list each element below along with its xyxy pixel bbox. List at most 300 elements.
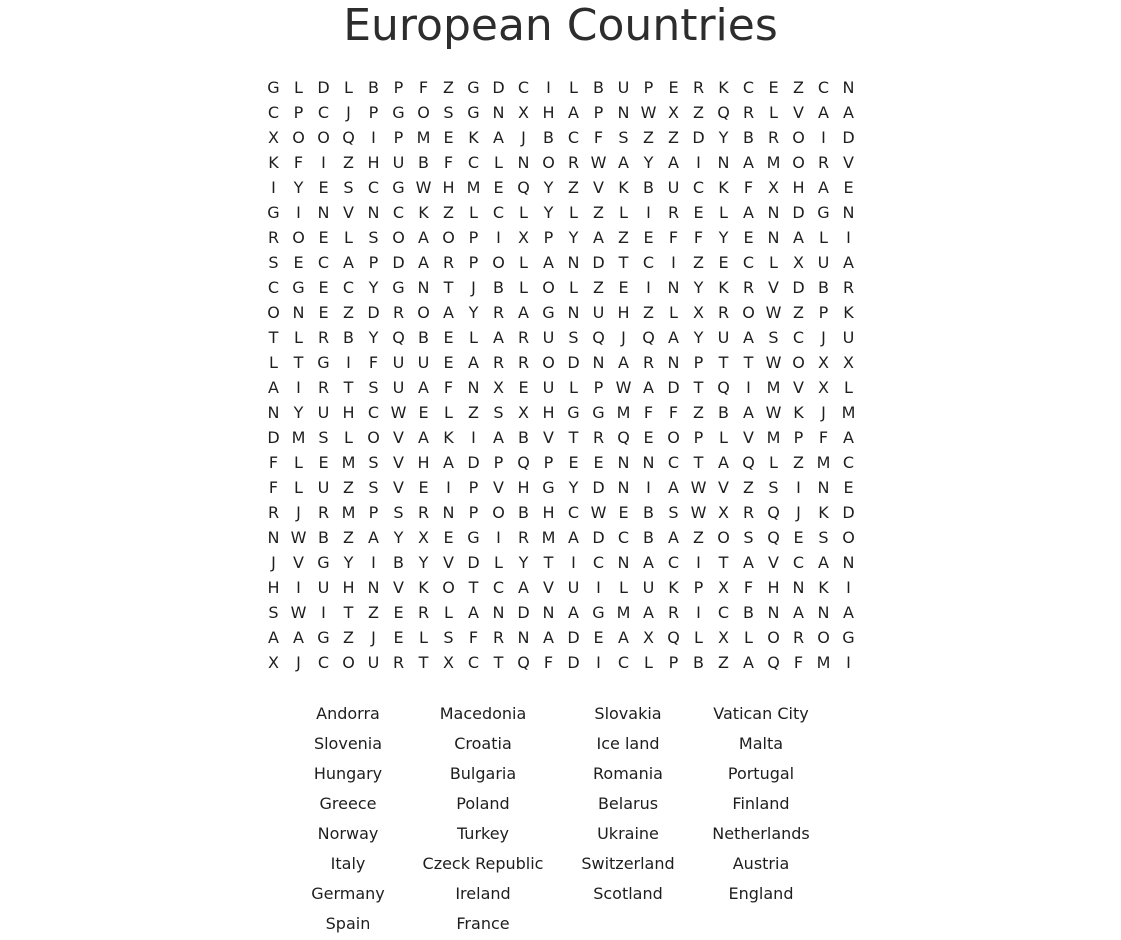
grid-letter[interactable]: D: [392, 253, 405, 272]
grid-letter[interactable]: T: [718, 553, 729, 572]
grid-letter[interactable]: Z: [718, 653, 729, 672]
grid-letter[interactable]: E: [418, 478, 429, 497]
grid-letter[interactable]: T: [693, 453, 704, 472]
grid-letter[interactable]: A: [443, 453, 454, 472]
grid-letter[interactable]: S: [393, 503, 404, 522]
grid-letter[interactable]: R: [517, 353, 530, 372]
grid-letter[interactable]: Q: [517, 653, 530, 672]
grid-letter[interactable]: C: [592, 553, 605, 572]
grid-letter[interactable]: R: [317, 503, 330, 522]
grid-letter[interactable]: L: [419, 628, 428, 647]
grid-letter[interactable]: Z: [743, 478, 754, 497]
grid-letter[interactable]: O: [442, 228, 455, 247]
grid-letter[interactable]: X: [518, 228, 529, 247]
grid-letter[interactable]: O: [792, 128, 805, 147]
grid-letter[interactable]: L: [769, 103, 778, 122]
grid-letter[interactable]: L: [669, 303, 678, 322]
grid-letter[interactable]: P: [668, 653, 679, 672]
grid-letter[interactable]: G: [392, 278, 405, 297]
grid-letter[interactable]: O: [317, 128, 330, 147]
grid-letter[interactable]: A: [743, 203, 754, 222]
grid-letter[interactable]: S: [818, 528, 829, 547]
grid-letter[interactable]: C: [617, 653, 630, 672]
grid-letter[interactable]: C: [367, 178, 380, 197]
grid-letter[interactable]: A: [843, 253, 854, 272]
grid-letter[interactable]: C: [617, 528, 630, 547]
grid-letter[interactable]: I: [821, 128, 826, 147]
grid-letter[interactable]: Y: [293, 403, 304, 422]
grid-letter[interactable]: L: [619, 203, 628, 222]
grid-letter[interactable]: J: [296, 653, 301, 672]
grid-letter[interactable]: E: [443, 353, 454, 372]
grid-letter[interactable]: S: [493, 403, 504, 422]
grid-letter[interactable]: B: [743, 603, 754, 622]
grid-letter[interactable]: E: [318, 228, 329, 247]
grid-letter[interactable]: M: [416, 128, 431, 147]
grid-letter[interactable]: E: [318, 303, 329, 322]
grid-letter[interactable]: N: [567, 253, 580, 272]
grid-letter[interactable]: V: [343, 203, 354, 222]
grid-letter[interactable]: E: [618, 503, 629, 522]
grid-letter[interactable]: E: [568, 453, 579, 472]
grid-letter[interactable]: L: [619, 578, 628, 597]
grid-letter[interactable]: A: [643, 553, 654, 572]
grid-letter[interactable]: R: [392, 303, 405, 322]
grid-letter[interactable]: A: [843, 103, 854, 122]
grid-letter[interactable]: O: [792, 153, 805, 172]
grid-letter[interactable]: Z: [668, 128, 679, 147]
grid-letter[interactable]: S: [443, 103, 454, 122]
grid-letter[interactable]: L: [844, 378, 853, 397]
grid-letter[interactable]: L: [744, 628, 753, 647]
grid-letter[interactable]: D: [792, 203, 805, 222]
grid-letter[interactable]: P: [693, 578, 704, 597]
grid-letter[interactable]: K: [718, 278, 729, 297]
grid-letter[interactable]: L: [294, 478, 303, 497]
grid-letter[interactable]: T: [293, 353, 304, 372]
grid-letter[interactable]: N: [542, 603, 555, 622]
grid-letter[interactable]: T: [743, 353, 754, 372]
grid-letter[interactable]: P: [468, 228, 479, 247]
grid-letter[interactable]: O: [492, 503, 505, 522]
grid-letter[interactable]: B: [743, 128, 754, 147]
grid-letter[interactable]: X: [518, 103, 529, 122]
grid-letter[interactable]: A: [843, 603, 854, 622]
grid-letter[interactable]: I: [846, 228, 851, 247]
grid-letter[interactable]: A: [793, 228, 804, 247]
grid-letter[interactable]: A: [668, 478, 679, 497]
grid-letter[interactable]: N: [417, 278, 430, 297]
grid-letter[interactable]: R: [492, 303, 505, 322]
grid-letter[interactable]: P: [593, 378, 604, 397]
grid-letter[interactable]: H: [367, 153, 380, 172]
grid-letter[interactable]: A: [493, 428, 504, 447]
grid-letter[interactable]: I: [371, 128, 376, 147]
grid-letter[interactable]: S: [343, 178, 354, 197]
grid-letter[interactable]: V: [393, 578, 404, 597]
grid-letter[interactable]: U: [842, 328, 855, 347]
grid-letter[interactable]: E: [793, 528, 804, 547]
grid-letter[interactable]: A: [293, 628, 304, 647]
grid-letter[interactable]: V: [393, 428, 404, 447]
grid-letter[interactable]: C: [792, 553, 805, 572]
grid-letter[interactable]: A: [418, 253, 429, 272]
grid-letter[interactable]: E: [593, 453, 604, 472]
grid-letter[interactable]: I: [296, 203, 301, 222]
grid-letter[interactable]: X: [268, 128, 279, 147]
grid-letter[interactable]: I: [696, 553, 701, 572]
grid-letter[interactable]: M: [841, 403, 856, 422]
grid-letter[interactable]: N: [767, 603, 780, 622]
grid-letter[interactable]: E: [843, 478, 854, 497]
grid-letter[interactable]: G: [292, 278, 305, 297]
grid-letter[interactable]: B: [343, 328, 354, 347]
grid-letter[interactable]: G: [392, 103, 405, 122]
grid-letter[interactable]: Z: [343, 303, 354, 322]
grid-letter[interactable]: Y: [543, 203, 554, 222]
grid-letter[interactable]: X: [268, 653, 279, 672]
grid-letter[interactable]: C: [642, 253, 655, 272]
grid-letter[interactable]: E: [393, 628, 404, 647]
grid-letter[interactable]: L: [344, 428, 353, 447]
grid-letter[interactable]: Q: [767, 653, 780, 672]
grid-letter[interactable]: N: [842, 203, 855, 222]
grid-letter[interactable]: P: [593, 103, 604, 122]
grid-letter[interactable]: Y: [718, 128, 729, 147]
grid-letter[interactable]: X: [643, 628, 654, 647]
grid-letter[interactable]: A: [268, 628, 279, 647]
grid-letter[interactable]: C: [667, 553, 680, 572]
grid-letter[interactable]: B: [518, 428, 529, 447]
grid-letter[interactable]: A: [418, 378, 429, 397]
grid-letter[interactable]: B: [718, 403, 729, 422]
grid-letter[interactable]: W: [290, 528, 307, 547]
grid-letter[interactable]: Z: [618, 228, 629, 247]
grid-letter[interactable]: W: [640, 103, 657, 122]
grid-letter[interactable]: W: [615, 378, 632, 397]
grid-letter[interactable]: C: [517, 78, 530, 97]
grid-letter[interactable]: C: [792, 328, 805, 347]
grid-letter[interactable]: F: [468, 628, 479, 647]
grid-letter[interactable]: T: [468, 578, 479, 597]
grid-letter[interactable]: X: [693, 303, 704, 322]
grid-letter[interactable]: O: [542, 353, 555, 372]
grid-letter[interactable]: U: [592, 303, 605, 322]
grid-letter[interactable]: B: [643, 528, 654, 547]
grid-letter[interactable]: T: [493, 653, 504, 672]
grid-letter[interactable]: A: [818, 178, 829, 197]
grid-letter[interactable]: U: [317, 478, 330, 497]
grid-letter[interactable]: M: [816, 453, 831, 472]
grid-letter[interactable]: E: [593, 628, 604, 647]
grid-letter[interactable]: N: [842, 553, 855, 572]
grid-letter[interactable]: K: [468, 128, 479, 147]
grid-letter[interactable]: D: [367, 303, 380, 322]
grid-letter[interactable]: G: [467, 528, 480, 547]
grid-letter[interactable]: G: [267, 203, 280, 222]
grid-letter[interactable]: R: [692, 78, 705, 97]
grid-letter[interactable]: S: [743, 528, 754, 547]
grid-letter[interactable]: X: [518, 403, 529, 422]
grid-letter[interactable]: H: [342, 403, 355, 422]
grid-letter[interactable]: L: [769, 253, 778, 272]
grid-letter[interactable]: N: [617, 478, 630, 497]
grid-letter[interactable]: P: [293, 103, 304, 122]
grid-letter[interactable]: Z: [593, 203, 604, 222]
grid-letter[interactable]: V: [768, 278, 779, 297]
grid-letter[interactable]: P: [693, 353, 704, 372]
grid-letter[interactable]: N: [617, 103, 630, 122]
grid-letter[interactable]: P: [543, 453, 554, 472]
grid-letter[interactable]: Y: [693, 328, 704, 347]
grid-letter[interactable]: V: [593, 178, 604, 197]
grid-letter[interactable]: A: [818, 103, 829, 122]
grid-letter[interactable]: C: [342, 278, 355, 297]
grid-letter[interactable]: N: [617, 553, 630, 572]
grid-letter[interactable]: L: [569, 378, 578, 397]
grid-letter[interactable]: A: [643, 603, 654, 622]
grid-letter[interactable]: J: [346, 103, 351, 122]
grid-letter[interactable]: Z: [643, 128, 654, 147]
grid-letter[interactable]: B: [543, 128, 554, 147]
grid-letter[interactable]: I: [596, 653, 601, 672]
grid-letter[interactable]: P: [543, 228, 554, 247]
grid-letter[interactable]: M: [766, 378, 781, 397]
grid-letter[interactable]: B: [693, 653, 704, 672]
grid-letter[interactable]: S: [268, 253, 279, 272]
grid-letter[interactable]: N: [642, 453, 655, 472]
grid-letter[interactable]: J: [471, 278, 476, 297]
grid-letter[interactable]: N: [567, 303, 580, 322]
grid-letter[interactable]: R: [792, 628, 805, 647]
grid-letter[interactable]: C: [317, 103, 330, 122]
grid-letter[interactable]: C: [317, 253, 330, 272]
grid-letter[interactable]: L: [569, 203, 578, 222]
grid-letter[interactable]: E: [668, 78, 679, 97]
grid-letter[interactable]: A: [518, 578, 529, 597]
grid-letter[interactable]: U: [642, 578, 655, 597]
grid-letter[interactable]: D: [842, 503, 855, 522]
grid-letter[interactable]: N: [667, 353, 680, 372]
grid-letter[interactable]: S: [268, 603, 279, 622]
grid-letter[interactable]: A: [618, 353, 629, 372]
grid-letter[interactable]: Z: [343, 528, 354, 547]
grid-letter[interactable]: A: [668, 328, 679, 347]
grid-letter[interactable]: W: [590, 153, 607, 172]
grid-letter[interactable]: I: [296, 578, 301, 597]
grid-letter[interactable]: P: [368, 103, 379, 122]
grid-letter[interactable]: C: [467, 653, 480, 672]
grid-letter[interactable]: I: [746, 378, 751, 397]
grid-letter[interactable]: A: [418, 428, 429, 447]
grid-letter[interactable]: P: [393, 78, 404, 97]
grid-letter[interactable]: L: [819, 228, 828, 247]
grid-letter[interactable]: S: [318, 428, 329, 447]
grid-letter[interactable]: A: [793, 603, 804, 622]
grid-letter[interactable]: U: [542, 328, 555, 347]
grid-letter[interactable]: R: [492, 628, 505, 647]
grid-letter[interactable]: X: [668, 103, 679, 122]
grid-letter[interactable]: G: [467, 78, 480, 97]
grid-letter[interactable]: I: [546, 78, 551, 97]
grid-letter[interactable]: N: [817, 603, 830, 622]
grid-letter[interactable]: Q: [517, 178, 530, 197]
grid-letter[interactable]: I: [296, 378, 301, 397]
grid-letter[interactable]: I: [321, 603, 326, 622]
grid-letter[interactable]: F: [643, 403, 654, 422]
grid-letter[interactable]: W: [290, 603, 307, 622]
grid-letter[interactable]: O: [767, 628, 780, 647]
grid-letter[interactable]: F: [268, 478, 279, 497]
grid-letter[interactable]: U: [667, 178, 680, 197]
grid-letter[interactable]: A: [743, 653, 754, 672]
grid-letter[interactable]: M: [816, 653, 831, 672]
grid-letter[interactable]: P: [468, 253, 479, 272]
grid-letter[interactable]: N: [517, 153, 530, 172]
grid-letter[interactable]: A: [643, 378, 654, 397]
grid-letter[interactable]: I: [371, 553, 376, 572]
grid-letter[interactable]: W: [765, 303, 782, 322]
grid-letter[interactable]: S: [443, 628, 454, 647]
grid-letter[interactable]: O: [292, 228, 305, 247]
grid-letter[interactable]: Y: [718, 228, 729, 247]
grid-letter[interactable]: A: [843, 428, 854, 447]
grid-letter[interactable]: U: [417, 353, 430, 372]
grid-letter[interactable]: J: [371, 628, 376, 647]
grid-letter[interactable]: U: [542, 378, 555, 397]
grid-letter[interactable]: L: [644, 653, 653, 672]
grid-letter[interactable]: N: [292, 303, 305, 322]
grid-letter[interactable]: I: [271, 178, 276, 197]
grid-letter[interactable]: E: [618, 278, 629, 297]
grid-letter[interactable]: Z: [343, 153, 354, 172]
grid-letter[interactable]: G: [592, 603, 605, 622]
grid-letter[interactable]: N: [792, 578, 805, 597]
grid-letter[interactable]: W: [765, 353, 782, 372]
grid-letter[interactable]: A: [568, 528, 579, 547]
grid-letter[interactable]: Z: [443, 78, 454, 97]
grid-letter[interactable]: M: [766, 153, 781, 172]
grid-letter[interactable]: Q: [667, 628, 680, 647]
grid-letter[interactable]: A: [668, 528, 679, 547]
grid-letter[interactable]: Q: [617, 428, 630, 447]
grid-letter[interactable]: O: [817, 628, 830, 647]
grid-letter[interactable]: L: [569, 78, 578, 97]
grid-letter[interactable]: K: [818, 503, 829, 522]
grid-letter[interactable]: U: [392, 153, 405, 172]
grid-letter[interactable]: N: [667, 278, 680, 297]
grid-letter[interactable]: O: [842, 528, 855, 547]
grid-letter[interactable]: I: [496, 228, 501, 247]
grid-letter[interactable]: I: [496, 528, 501, 547]
grid-letter[interactable]: S: [768, 478, 779, 497]
grid-letter[interactable]: C: [717, 603, 730, 622]
grid-letter[interactable]: O: [267, 303, 280, 322]
grid-letter[interactable]: O: [792, 353, 805, 372]
grid-letter[interactable]: C: [742, 78, 755, 97]
grid-letter[interactable]: C: [492, 203, 505, 222]
grid-letter[interactable]: R: [742, 103, 755, 122]
grid-letter[interactable]: D: [517, 603, 530, 622]
grid-letter[interactable]: B: [393, 553, 404, 572]
grid-letter[interactable]: F: [443, 378, 454, 397]
grid-letter[interactable]: V: [293, 553, 304, 572]
grid-letter[interactable]: F: [668, 228, 679, 247]
grid-letter[interactable]: P: [468, 503, 479, 522]
grid-letter[interactable]: X: [818, 353, 829, 372]
grid-letter[interactable]: N: [492, 603, 505, 622]
grid-letter[interactable]: O: [742, 303, 755, 322]
grid-letter[interactable]: B: [493, 278, 504, 297]
grid-letter[interactable]: S: [368, 478, 379, 497]
grid-letter[interactable]: X: [768, 178, 779, 197]
grid-letter[interactable]: V: [393, 478, 404, 497]
grid-letter[interactable]: U: [817, 253, 830, 272]
grid-letter[interactable]: D: [692, 128, 705, 147]
grid-letter[interactable]: V: [793, 378, 804, 397]
grid-letter[interactable]: N: [492, 103, 505, 122]
grid-letter[interactable]: A: [818, 553, 829, 572]
grid-letter[interactable]: P: [693, 428, 704, 447]
grid-letter[interactable]: L: [494, 153, 503, 172]
grid-letter[interactable]: J: [821, 328, 826, 347]
grid-letter[interactable]: R: [517, 328, 530, 347]
grid-letter[interactable]: R: [317, 378, 330, 397]
grid-letter[interactable]: R: [417, 503, 430, 522]
grid-letter[interactable]: T: [443, 278, 454, 297]
grid-letter[interactable]: N: [367, 578, 380, 597]
grid-letter[interactable]: E: [443, 128, 454, 147]
grid-letter[interactable]: S: [368, 378, 379, 397]
grid-letter[interactable]: G: [542, 478, 555, 497]
grid-letter[interactable]: Z: [643, 303, 654, 322]
grid-letter[interactable]: E: [418, 403, 429, 422]
grid-letter[interactable]: G: [392, 178, 405, 197]
grid-letter[interactable]: C: [492, 578, 505, 597]
grid-letter[interactable]: X: [718, 578, 729, 597]
grid-letter[interactable]: C: [742, 253, 755, 272]
grid-letter[interactable]: D: [792, 278, 805, 297]
grid-letter[interactable]: L: [519, 203, 528, 222]
grid-letter[interactable]: B: [643, 178, 654, 197]
grid-letter[interactable]: R: [667, 203, 680, 222]
grid-letter[interactable]: L: [519, 278, 528, 297]
grid-letter[interactable]: N: [817, 478, 830, 497]
grid-letter[interactable]: T: [618, 253, 629, 272]
grid-letter[interactable]: M: [541, 528, 556, 547]
grid-letter[interactable]: R: [817, 153, 830, 172]
grid-letter[interactable]: L: [444, 403, 453, 422]
grid-letter[interactable]: N: [267, 528, 280, 547]
grid-letter[interactable]: X: [418, 528, 429, 547]
grid-letter[interactable]: L: [719, 203, 728, 222]
grid-letter[interactable]: H: [517, 478, 530, 497]
grid-letter[interactable]: L: [444, 603, 453, 622]
grid-letter[interactable]: E: [318, 278, 329, 297]
grid-letter[interactable]: G: [267, 78, 280, 97]
grid-letter[interactable]: A: [268, 378, 279, 397]
grid-letter[interactable]: A: [593, 228, 604, 247]
grid-letter[interactable]: O: [542, 153, 555, 172]
grid-letter[interactable]: Y: [293, 178, 304, 197]
grid-letter[interactable]: F: [743, 178, 754, 197]
grid-letter[interactable]: M: [341, 503, 356, 522]
grid-letter[interactable]: N: [717, 153, 730, 172]
grid-letter[interactable]: E: [718, 253, 729, 272]
grid-letter[interactable]: A: [718, 453, 729, 472]
grid-letter[interactable]: D: [492, 78, 505, 97]
grid-letter[interactable]: C: [667, 453, 680, 472]
